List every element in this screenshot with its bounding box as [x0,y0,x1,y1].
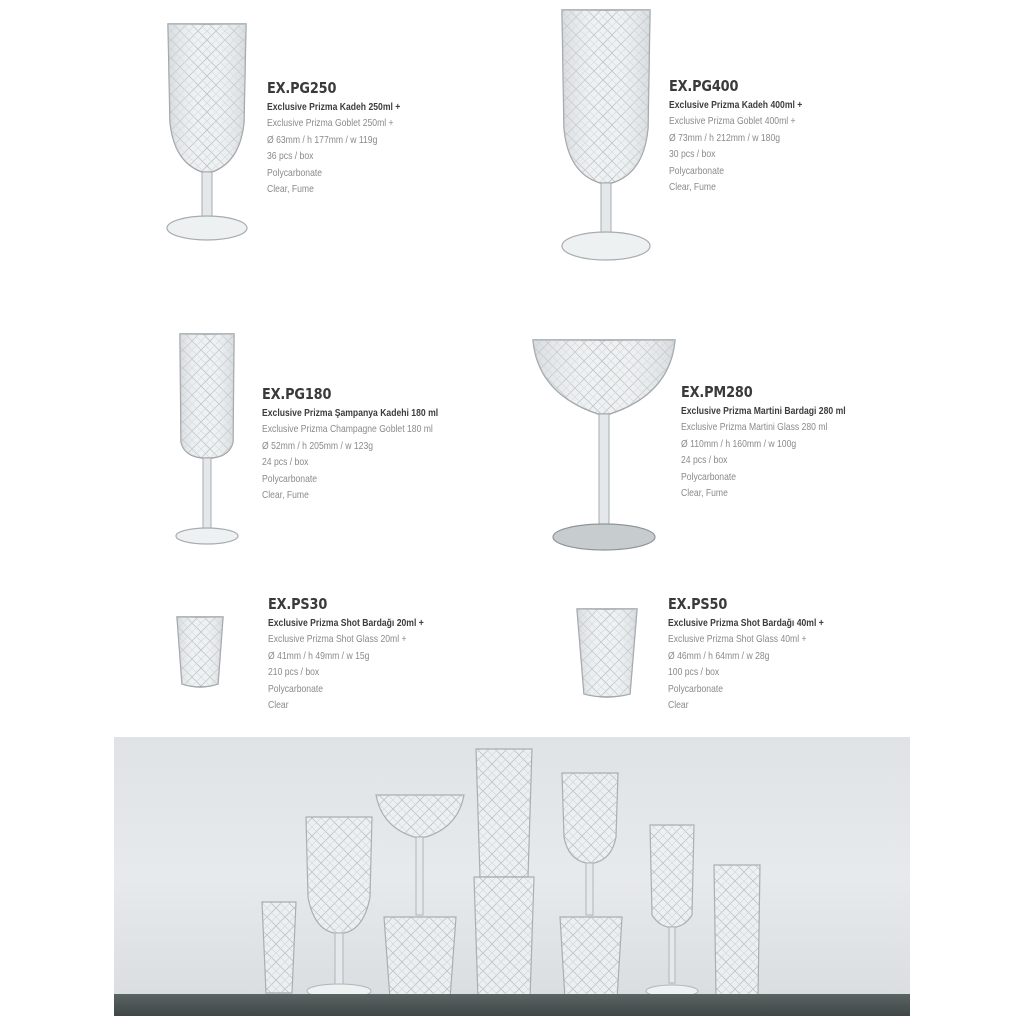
highball-glass-icon [714,865,760,997]
product-name-en: Exclusive Prizma Shot Glass 20ml + [268,633,407,645]
product-name-tr: Exclusive Prizma Shot Bardağı 40ml + [668,616,824,629]
goblet-icon [162,22,252,244]
goblet-icon [560,773,622,999]
product-packaging: 24 pcs / box [681,454,728,466]
product-packaging: 36 pcs / box [267,150,314,162]
product-material: Polycarbonate [268,682,324,695]
shot-glass-icon [262,902,296,993]
champagne-flute-icon [174,332,240,548]
product-dimensions: Ø 41mm / h 49mm / w 15g [268,649,370,662]
martini-glass-icon [376,795,464,999]
product-name-tr: Exclusive Prizma Shot Bardağı 20ml + [268,616,424,629]
product-code: EX.PG250 [267,79,337,97]
product-code: EX.PS50 [668,595,728,613]
product-name-tr: Exclusive Prizma Martini Bardagi 280 ml [681,404,846,417]
goblet-icon [306,817,372,998]
product-dimensions: Ø 63mm / h 177mm / w 119g [267,133,378,146]
collection-photo [114,737,910,1016]
product-name-tr: Exclusive Prizma Kadeh 400ml + [669,98,803,111]
product-name-en: Exclusive Prizma Goblet 400ml + [669,115,796,127]
product-colors: Clear, Fume [681,487,728,499]
product-name-en: Exclusive Prizma Martini Glass 280 ml [681,421,828,433]
product-dimensions: Ø 46mm / h 64mm / w 28g [668,649,770,662]
product-code: EX.PG400 [669,77,739,95]
product-colors: Clear [268,699,289,711]
product-material: Polycarbonate [681,470,737,483]
product-code: EX.PS30 [268,595,328,613]
product-dimensions: Ø 52mm / h 205mm / w 123g [262,439,374,452]
product-name-tr: Exclusive Prizma Kadeh 250ml + [267,100,401,113]
product-material: Polycarbonate [668,682,724,695]
product-code: EX.PG180 [262,385,332,403]
product-name-en: Exclusive Prizma Shot Glass 40ml + [668,633,807,645]
martini-glass-icon [530,334,678,554]
product-colors: Clear, Fume [669,181,716,193]
product-colors: Clear, Fume [267,183,314,195]
product-name-en: Exclusive Prizma Champagne Goblet 180 ml [262,423,433,435]
product-packaging: 210 pcs / box [268,666,320,678]
product-dimensions: Ø 73mm / h 212mm / w 180g [669,131,781,144]
glass-collection-illustration [114,737,910,1016]
product-colors: Clear, Fume [262,489,309,501]
shot-glass-icon [174,614,226,690]
product-packaging: 100 pcs / box [668,666,720,678]
highball-glass-icon [474,749,534,999]
product-material: Polycarbonate [267,166,323,179]
product-code: EX.PM280 [681,383,753,401]
champagne-flute-icon [646,825,698,997]
shot-glass-icon [574,606,640,700]
goblet-icon [558,8,654,264]
shelf [114,994,910,1016]
product-material: Polycarbonate [669,164,725,177]
product-name-en: Exclusive Prizma Goblet 250ml + [267,117,394,129]
product-name-tr: Exclusive Prizma Şampanya Kadehi 180 ml [262,406,439,419]
product-packaging: 24 pcs / box [262,456,309,468]
product-material: Polycarbonate [262,472,318,485]
product-dimensions: Ø 110mm / h 160mm / w 100g [681,437,797,450]
product-colors: Clear [668,699,689,711]
product-packaging: 30 pcs / box [669,148,716,160]
